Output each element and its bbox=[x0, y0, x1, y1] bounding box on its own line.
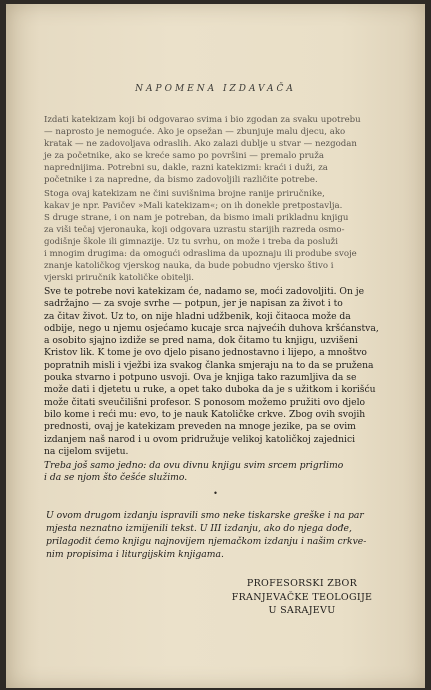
body-paragraph bbox=[30, 188, 402, 284]
text-line: prednosti, ovaj je katekizam preveden na mnoge jezike, pa se ovim bbox=[44, 421, 356, 433]
book-page bbox=[6, 4, 425, 688]
text-line: može čitati sveučilišni profesor. S ponosom možemo pružiti ovo djelo bbox=[44, 396, 366, 408]
signature-line: PROFESORSKI ZBOR bbox=[246, 578, 358, 589]
text-line: pouka stvarno i potpuno usvoji. Ova je knjiga tako razumljiva da se bbox=[44, 372, 357, 384]
text-line: i mnogim drugima: da omogući odraslima da upoznaju ili prodube svoje bbox=[44, 249, 357, 259]
text-line: vjerski priručnik katoličke obitelji. bbox=[44, 273, 194, 283]
edition-note bbox=[34, 509, 400, 561]
text-line: godišnje škole ili gimnazije. Uz tu svrhu, on može i treba da posluži bbox=[44, 237, 338, 247]
text-line: Treba još samo jedno: da ovu divnu knjigu svim srcem prigrlimo bbox=[44, 460, 344, 472]
edition-line: prilagodit ćemo knjigu najnovijem njemačkom izdanju i našim crkve- bbox=[46, 536, 367, 547]
text-line: može dati i djetetu u ruke, a opet tako duboka da je s užitkom i korišću bbox=[44, 384, 376, 396]
ornament-bullet: • bbox=[213, 489, 218, 498]
text-line: — naprosto je nemoguće. Ako je opsežan — zbunjuje malu djecu, ako bbox=[44, 127, 346, 137]
text-line: znanje katoličkog vjerskog nauka, da bude pobudno vjersko štivo i bbox=[44, 261, 334, 271]
text-line: popratnih misli i vježbi iza svakog članka smjeraju na to da se pružena bbox=[44, 359, 374, 371]
signature-line: U SARAJEVU bbox=[268, 605, 336, 616]
text-line: naprednijima. Potrebni su, dakle, razni katekizmi: kraći i duži, za bbox=[44, 163, 328, 173]
body-paragraph bbox=[30, 460, 402, 485]
text-line: S druge strane, i on nam je potreban, da bismo imali prikladnu knjigu bbox=[44, 213, 349, 223]
text-line: odbije, nego u njemu osjećamo kucaje srca najvećih duhova kršćanstva, bbox=[44, 322, 379, 334]
body-text bbox=[30, 114, 402, 487]
edition-note-paragraph bbox=[34, 509, 400, 561]
signature-block bbox=[207, 577, 397, 618]
text-line: za čitav život. Uz to, on nije hladni udžbenik, koji čitaoca može da bbox=[44, 310, 351, 322]
text-line: na cijelom svijetu. bbox=[44, 445, 129, 457]
text-line: Sve te potrebe novi katekizam će, nadamo se, moći zadovoljiti. On je bbox=[44, 286, 365, 297]
text-line: Stoga ovaj katekizam ne čini suvišnima brojne ranije priručnike, bbox=[44, 189, 325, 199]
edition-line: mjesta neznatno izmijenili tekst. U III izdanju, ako do njega dođe, bbox=[46, 523, 352, 534]
text-line: kakav je npr. Pavičev »Mali katekizam«; on ih donekle pretpostavlja. bbox=[44, 201, 343, 211]
text-line: kratak — ne zadovoljava odraslih. Ako zalazi dublje u stvar — nezgodan bbox=[44, 139, 357, 149]
text-line: izdanjem naš narod i u ovom pridružuje velikoj katoličkoj zajednici bbox=[44, 433, 356, 445]
text-line: a osobito sjajno izdiže se pred nama, dok čitamo tu knjigu, uzvišeni bbox=[44, 335, 358, 347]
text-line: početnike i za napredne, da bismo zadovoljili različite potrebe. bbox=[44, 175, 318, 185]
text-line: sadržajno — za svoje svrhe — potpun, jer je napisan za život i to bbox=[44, 298, 343, 310]
text-line: bilo kome i reći mu: evo, to je nauk Katoličke crkve. Zbog ovih svojih bbox=[44, 408, 366, 420]
edition-line: nim propisima i liturgijskim knjigama. bbox=[46, 549, 224, 560]
text-line: za viši tečaj vjeronauka, koji odgovara uzrastu starijih razreda osmo- bbox=[44, 225, 345, 235]
body-paragraph bbox=[30, 286, 402, 458]
page-heading: NAPOMENA IZDAVAČA bbox=[135, 84, 296, 94]
text-line: i da se njom što češće služimo. bbox=[44, 472, 188, 484]
text-line: Izdati katekizam koji bi odgovarao svima i bio zgodan za svaku upotrebu bbox=[44, 115, 361, 125]
text-line: je za početnike, ako se kreće samo po površini — premalo pruža bbox=[44, 151, 324, 161]
body-paragraph bbox=[30, 114, 402, 186]
signature-line: FRANJEVAČKE TEOLOGIJE bbox=[231, 591, 373, 603]
text-line: Kristov lik. K tome je ovo djelo pisano jednostavno i lijepo, a mnoštvo bbox=[44, 347, 367, 359]
edition-line: U ovom drugom izdanju ispravili smo neke tiskarske greške i na par bbox=[46, 510, 364, 521]
